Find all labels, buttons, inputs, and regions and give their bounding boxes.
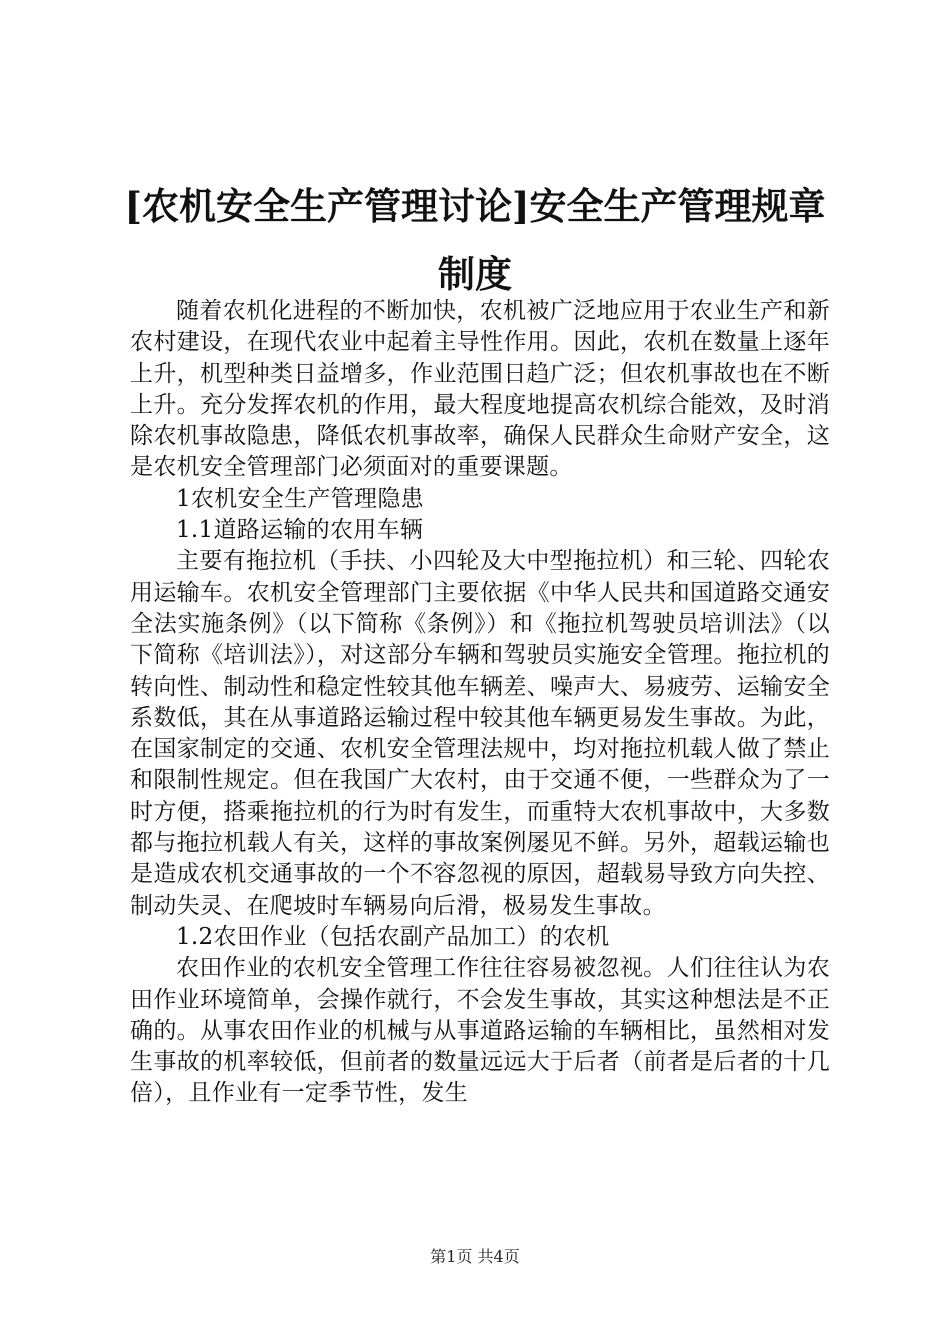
paragraph-intro: 随着农机化进程的不断加快，农机被广泛地应用于农业生产和新农村建设，在现代农业中起着主导性作用。因此，农机在数量上逐年上升，机型种类日益增多，作业范围日趋广泛；但农机事故也在不断上升。充分发挥农机的作用，最大程度地提高农机综合能效，及时消除农机事故隐患，降低农机事故率，确保人民群众生命财产安全，这是农机安全管理部门必须面对的重要课题。 <box>130 298 830 481</box>
paragraph-road-transport: 主要有拖拉机（手扶、小四轮及大中型拖拉机）和三轮、四轮农用运输车。农机安全管理部门主要依据《中华人民共和国道路交通安全法实施条例》（以下简称《条例》）和《拖拉机驾驶员培训法》（以下简称《培训法》），对这部分车辆和驾驶员实施安全管理。拖拉机的转向性、制动性和稳定性较其他车辆差、噪声大、易疲劳、运输安全系数低，其在从事道路运输过程中较其他车辆更易发生事故。为此，在国家制定的交通、农机安全管理法规中，均对拖拉机载人做了禁止和限制性规定。但在我国广大农村，由于交通不便，一些群众为了一时方便，搭乘拖拉机的行为时有发生，而重特大农机事故中，大多数都与拖拉机载人有关，这样的事故案例屡见不鲜。另外，超载运输也是造成农机交通事故的一个不容忽视的原因，超载易导致方向失控、制动失灵、在爬坡时车辆易向后滑，极易发生事故。 <box>130 548 830 919</box>
paragraph-field-work: 农田作业的农机安全管理工作往往容易被忽视。人们往往认为农田作业环境简单，会操作就行，不会发生事故，其实这种想法是不正确的。从事农田作业的机械与从事道路运输的车辆相比，虽然相对发生事故的机率较低，但前者的数量远远大于后者（前者是后者的十几倍），且作业有一定季节性，发生 <box>130 955 830 1107</box>
document-title: [农机安全生产管理讨论]安全生产管理规章制度 <box>124 184 826 296</box>
section-heading-1-1: 1.1道路运输的农用车辆 <box>176 517 424 544</box>
page-footer: 第1页 共4页 <box>430 1247 520 1266</box>
section-heading-1-2: 1.2农田作业（包括农副产品加工）的农机 <box>176 923 610 950</box>
document-body <box>130 296 830 1110</box>
section-heading-1: 1农机安全生产管理隐患 <box>176 485 424 512</box>
